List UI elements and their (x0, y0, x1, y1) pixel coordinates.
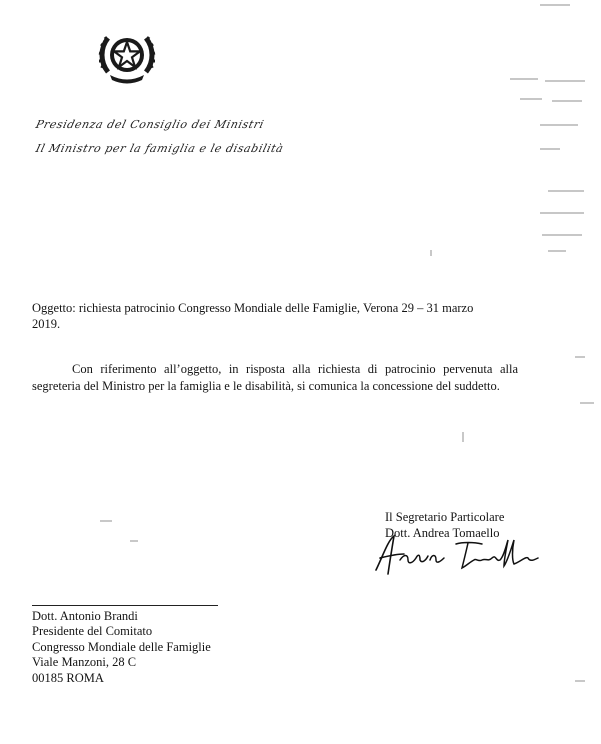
italian-republic-emblem-icon (98, 28, 156, 86)
recipient-street: Viale Manzoni, 28 C (32, 655, 137, 670)
signatory-name: Dott. Andrea Tomaello (385, 526, 500, 540)
signatory-title: Il Segretario Particolare (385, 510, 505, 524)
recipient-city: 00185 ROMA (32, 670, 104, 685)
recipient-address (32, 609, 211, 686)
recipient-organization: Congresso Mondiale delle Famiglie (32, 639, 211, 654)
body-paragraph: Con riferimento all’oggetto, in risposta alla richiesta di patrocinio pervenuta alla segreteria del Ministro per la famiglia e le disabilità, si comunica la concessione del suddetto. (32, 362, 518, 393)
handwritten-signature (370, 530, 540, 580)
recipient-role: Presidente del Comitato (32, 624, 153, 639)
address-divider (32, 605, 218, 606)
letterhead-institution: Presidenza del Consiglio dei Ministri (34, 118, 266, 131)
subject-line: Oggetto: richiesta patrocinio Congresso Mondiale delle Famiglie, Verona 29 – 31 marzo 2019. (32, 301, 474, 331)
letterhead-minister: Il Ministro per la famiglia e le disabilità (34, 142, 286, 155)
recipient-name: Dott. Antonio Brandi (32, 609, 138, 623)
